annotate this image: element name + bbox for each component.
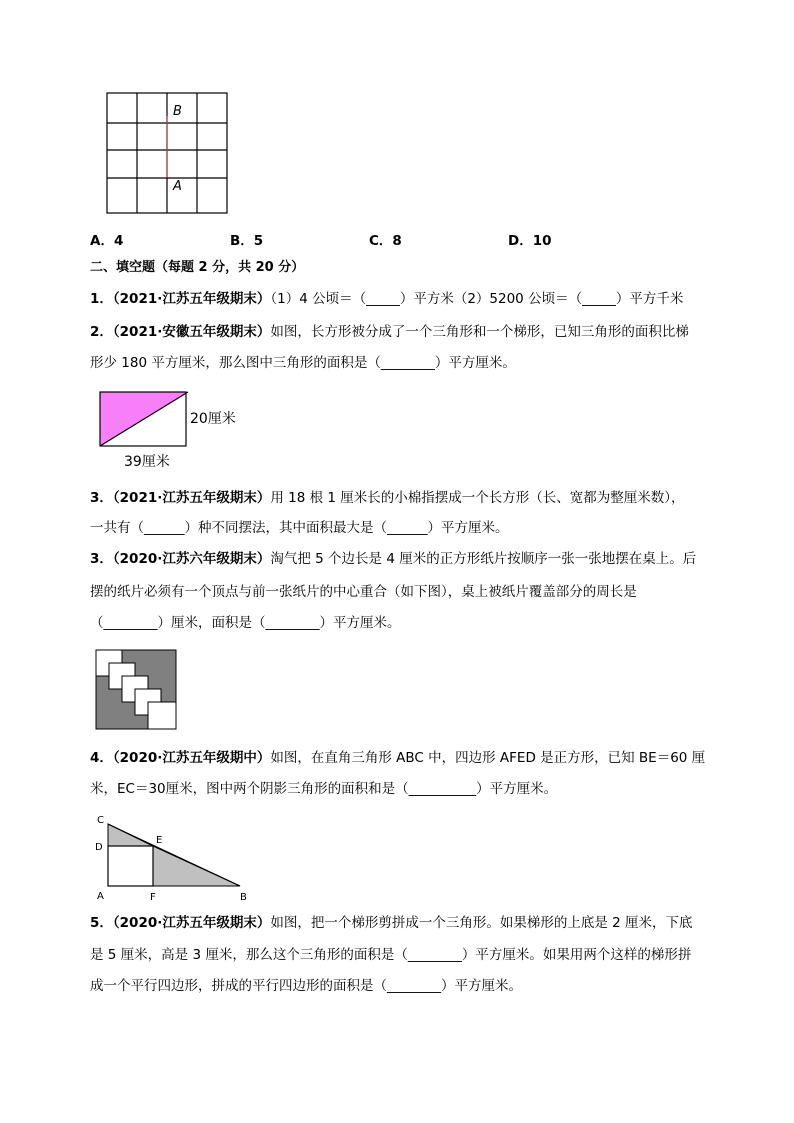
- q5-text-1: 如图，把一个梯形剪拼成一个三角形。如果梯形的上底是 2 厘米，下底: [270, 915, 693, 931]
- q3b-text-1: 淘气把 5 个边长是 4 厘米的正方形纸片按顺序一张一张地摆在桌上。后: [270, 551, 697, 567]
- q2-number: 2．: [90, 324, 113, 340]
- label-e: E: [156, 835, 163, 846]
- label-b: B: [240, 892, 247, 903]
- right-triangle-figure: [92, 812, 256, 904]
- question-3b-line3: （________）厘米，面积是（________）平方厘米。: [90, 615, 401, 631]
- q5-number: 5．: [90, 915, 113, 931]
- section-title: 二、填空题（每题 2 分，共 20 分）: [90, 260, 305, 275]
- label-c: C: [97, 815, 104, 826]
- question-5-line2: 是 5 厘米，高是 3 厘米，那么这个三角形的面积是（________）平方厘米。如果用两个这样的梯形拼: [90, 947, 692, 963]
- q2-text-1: 如图，长方形被分成了一个三角形和一个梯形，已知三角形的面积比梯: [270, 324, 689, 340]
- question-2-line1: [90, 322, 689, 342]
- question-4-line2: 米，EC＝30厘米，图中两个阴影三角形的面积和是（__________）平方厘米。: [90, 781, 558, 797]
- width-label: 39厘米: [124, 454, 170, 470]
- rectangle-figure: [96, 388, 246, 470]
- q3b-number: 3．: [90, 551, 113, 567]
- question-5-line3: 成一个平行四边形，拼成的平行四边形的面积是（________）平方厘米。: [90, 978, 522, 994]
- label-f: F: [150, 892, 156, 903]
- question-3b-line2: 摆的纸片必须有一个顶点与前一张纸片的中心重合（如下图），桌上被纸片覆盖部分的周长是: [90, 584, 637, 600]
- question-3b-line1: [90, 549, 696, 569]
- option-b[interactable]: B．5: [230, 233, 264, 249]
- q1-text: （1）4 公顷＝（_____）平方米（2）5200 公顷＝（_____）平方千米: [270, 291, 684, 307]
- question-3a-line2: 一共有（______）种不同摆法，其中面积最大是（______）平方厘米。: [90, 520, 509, 536]
- option-a[interactable]: A．4: [90, 233, 124, 249]
- q3b-source: （2020·江苏六年级期末）: [112, 551, 271, 567]
- q1-number: 1．: [90, 291, 113, 307]
- q1-source: （2021·江苏五年级期末）: [112, 291, 271, 307]
- q2-source: （2021·安徽五年级期末）: [112, 324, 271, 340]
- option-c[interactable]: C．8: [369, 233, 402, 249]
- question-2-line2: 形少 180 平方厘米，那么图中三角形的面积是（________）平方厘米。: [90, 355, 516, 371]
- label-a: A: [173, 179, 182, 194]
- paper-squares-figure: [94, 648, 180, 732]
- label-a: A: [97, 891, 104, 902]
- question-3a-line1: [90, 488, 685, 508]
- option-d[interactable]: D．10: [508, 233, 552, 249]
- q4-source: （2020·江苏五年级期中）: [112, 750, 271, 766]
- q3a-number: 3．: [90, 490, 113, 506]
- label-b: B: [173, 104, 182, 119]
- q4-number: 4．: [90, 750, 113, 766]
- grid-figure: [100, 88, 236, 218]
- q4-text-1: 如图，在直角三角形 ABC 中，四边形 AFED 是正方形，已知 BE＝60 厘: [270, 750, 706, 766]
- q5-source: （2020·江苏五年级期末）: [112, 915, 271, 931]
- question-5-line1: [90, 913, 693, 933]
- q3a-source: （2021·江苏五年级期末）: [112, 490, 271, 506]
- height-label: 20厘米: [190, 411, 236, 427]
- question-4-line1: [90, 748, 705, 768]
- question-1: [90, 289, 683, 309]
- label-d: D: [95, 842, 103, 853]
- q3a-text-1: 用 18 根 1 厘米长的小棉指摆成一个长方形（长、宽都为整厘米数），: [270, 490, 685, 506]
